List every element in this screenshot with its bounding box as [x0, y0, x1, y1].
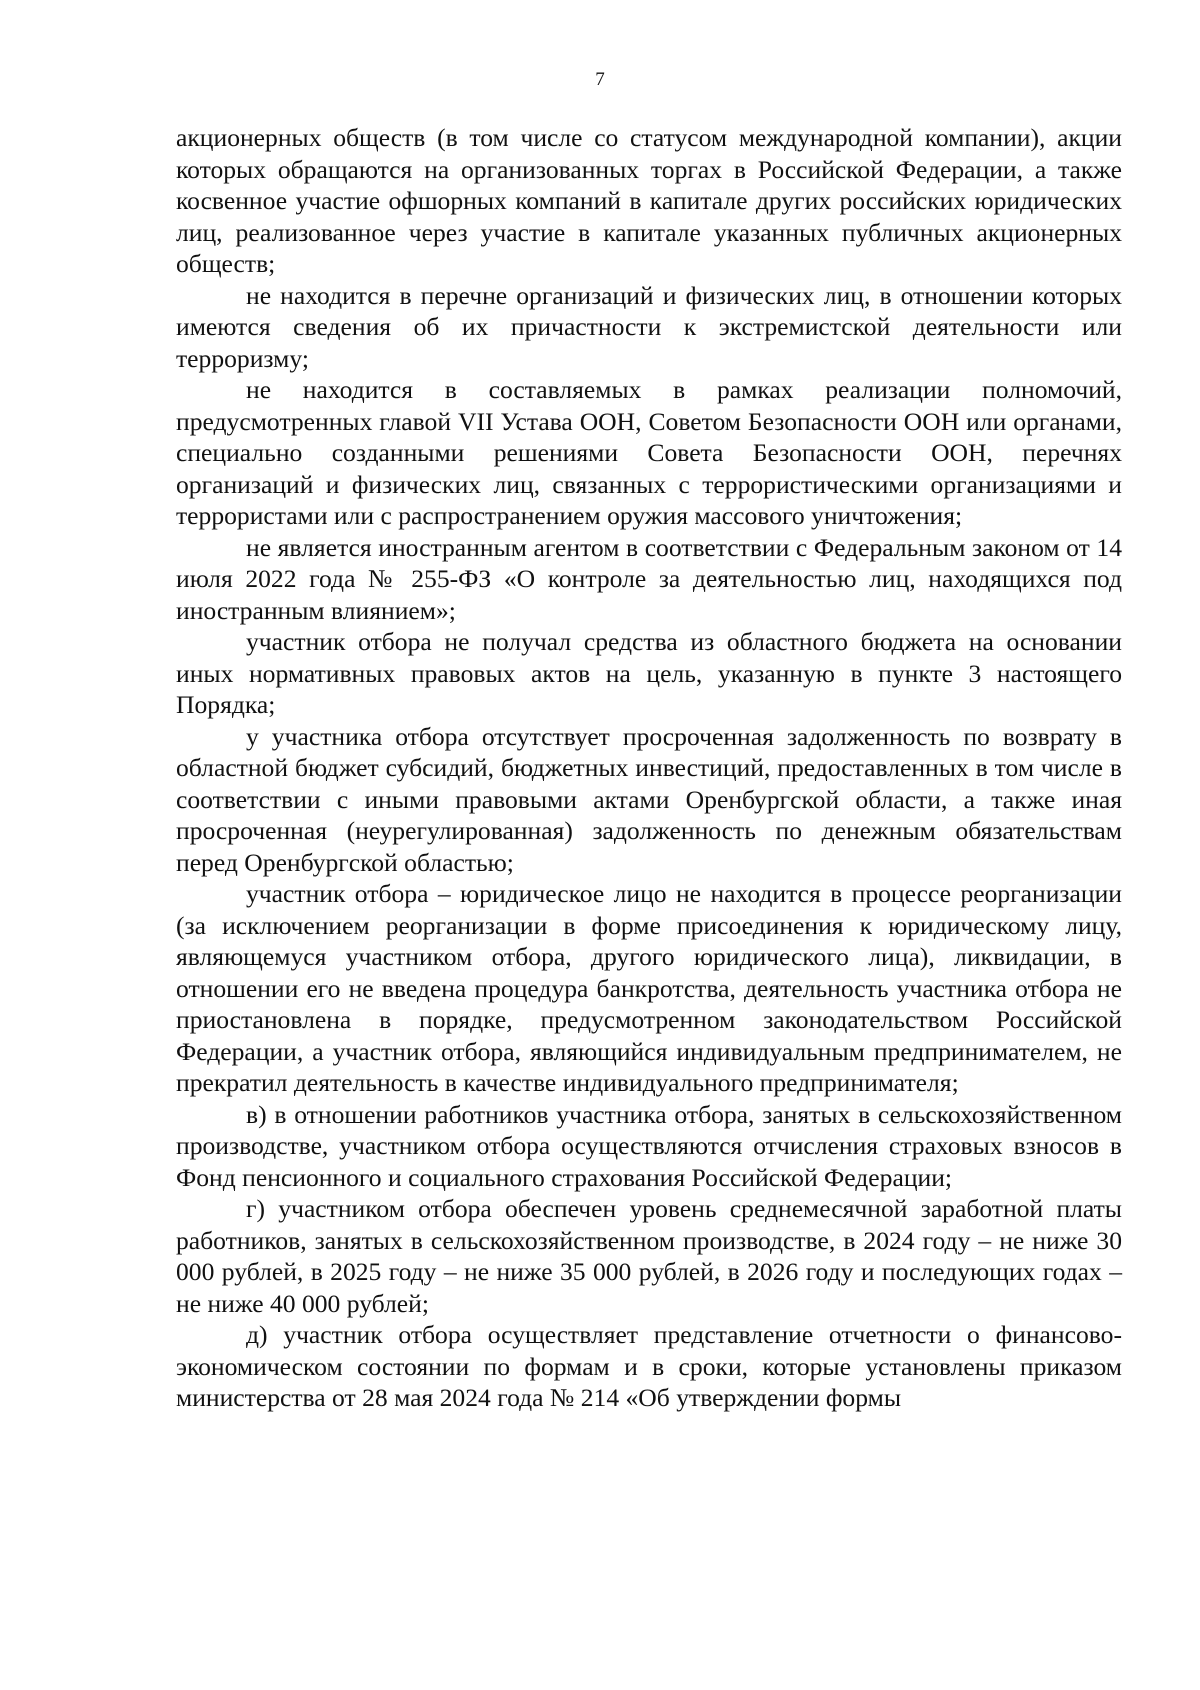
paragraph-4: не является иностранным агентом в соответствии с Федеральным законом от 14 июля 2022 года № 255-ФЗ «О контроле за деятельностью лиц, находящихся под иностранным влиянием»;	[176, 532, 1122, 625]
paragraph-1: акционерных обществ (в том числе со статусом международной компании), акции которых обращаются на организованных торгах в Российской Федерации, а также косвенное участие офшорных компаний в капитале других российских юридических лиц, реализованное через участие в капитале указанных публичных акционерных обществ;	[176, 123, 1122, 278]
paragraph-10: д) участник отбора осуществляет представление отчетности о финансово-экономическом состоянии по формам и в сроки, которые установлены приказом министерства от 28 мая 2024 года № 214 «Об утверждении формы	[176, 1320, 1122, 1412]
document-body	[176, 122, 1122, 1414]
paragraph-2: не находится в перечне организаций и физических лиц, в отношении которых имеются сведения об их причастности к экстремистской деятельности или терроризму;	[176, 280, 1122, 373]
paragraph-8: в) в отношении работников участника отбора, занятых в сельскохозяйственном производстве, участником отбора осуществляются отчисления страховых взносов в Фонд пенсионного и социального страхования Российской Федерации;	[176, 1099, 1122, 1192]
paragraph-9: г) участником отбора обеспечен уровень среднемесячной заработной платы работников, занятых в сельскохозяйственном производстве, в 2024 году – не ниже 30 000 рублей, в 2025 году – не ниже 35 000 рублей, в 2026 году и последующих годах – не ниже 40 000 рублей;	[176, 1194, 1122, 1318]
paragraph-3: не находится в составляемых в рамках реализации полномочий, предусмотренных главой VII Устава ООН, Советом Безопасности ООН или органами, специально созданными решениями Совета Безопасности ООН, перечнях организаций и физических лиц, связанных с террористическими организациями и террористами или с распространением оружия массового уничтожения;	[176, 375, 1122, 530]
paragraph-5: участник отбора не получал средства из областного бюджета на основании иных нормативных правовых актов на цель, указанную в пункте 3 настоящего Порядка;	[176, 627, 1122, 719]
paragraph-7: участник отбора – юридическое лицо не находится в процессе реорганизации (за исключением реорганизации в форме присоединения к юридическому лицу, являющемуся участником отбора, другого юридического лица), ликвидации, в отношении его не введена процедура банкротства, деятельность участника отбора не приостановлена в порядке, предусмотренном законодательством Российской Федерации, а участник отбора, являющийся индивидуальным предпринимателем, не прекратил деятельность в качестве индивидуального предпринимателя;	[176, 879, 1122, 1097]
page-number: 7	[595, 69, 605, 90]
paragraph-6: у участника отбора отсутствует просроченная задолженность по возврату в областной бюджет субсидий, бюджетных инвестиций, предоставленных в том числе в соответствии с иными правовыми актами Оренбургской области, а также иная просроченная (неурегулированная) задолженность по денежным обязательствам перед Оренбургской областью;	[176, 721, 1122, 877]
